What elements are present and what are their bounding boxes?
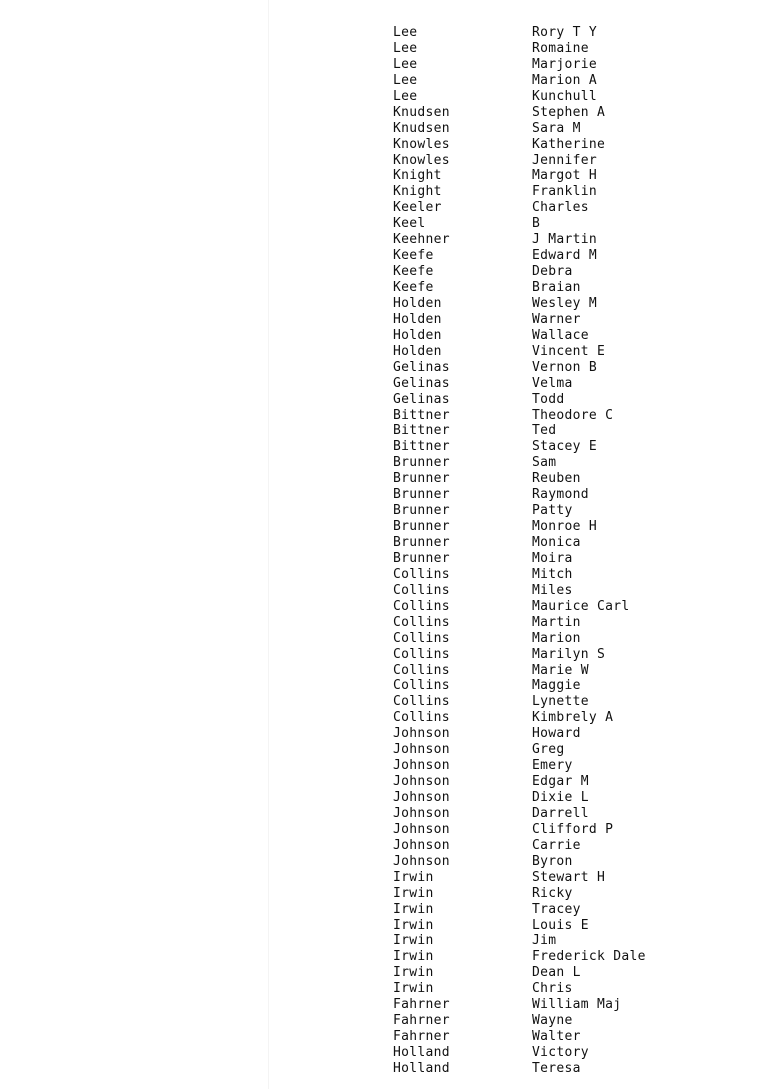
last-name: Irwin [393, 981, 434, 997]
last-name: Fahrner [393, 997, 450, 1013]
list-item [393, 105, 646, 121]
last-name: Bittner [393, 423, 450, 439]
last-name: Keehner [393, 232, 450, 248]
list-item [393, 1061, 646, 1077]
first-name: Carrie [532, 837, 581, 853]
last-name: Holland [393, 1060, 450, 1076]
first-name: Stewart H [532, 869, 606, 885]
first-name: Rory T Y [532, 25, 598, 40]
last-name: Collins [393, 566, 450, 582]
last-name: Brunner [393, 487, 450, 503]
last-name: Johnson [393, 774, 450, 790]
first-name: Mitch [532, 566, 573, 582]
list-item [393, 200, 646, 216]
first-name: Sam [532, 455, 557, 471]
list-item [393, 471, 646, 487]
list-item [393, 519, 646, 535]
first-name: Emery [532, 758, 573, 774]
first-name: Wallace [532, 327, 589, 343]
first-name: Frederick Dale [532, 949, 646, 965]
first-name: Maggie [532, 678, 581, 694]
first-name: Warner [532, 311, 581, 327]
last-name: Brunner [393, 550, 450, 566]
last-name: Collins [393, 694, 450, 710]
last-name: Johnson [393, 821, 450, 837]
list-item [393, 949, 646, 965]
list-item [393, 328, 646, 344]
first-name: Miles [532, 582, 573, 598]
first-name: Jennifer [532, 152, 598, 168]
first-name: Todd [532, 391, 565, 407]
last-name: Collins [393, 678, 450, 694]
last-name: Knowles [393, 136, 450, 152]
list-item [393, 344, 646, 360]
list-item [393, 710, 646, 726]
first-name: Dixie L [532, 790, 589, 805]
last-name: Keeler [393, 200, 442, 216]
list-item [393, 89, 646, 105]
list-item [393, 248, 646, 264]
first-name: Walter [532, 1029, 581, 1045]
first-name: Clifford P [532, 821, 614, 837]
last-name: Knudsen [393, 104, 450, 120]
list-item [393, 1029, 646, 1045]
list-item [393, 25, 646, 41]
last-name: Lee [393, 56, 418, 72]
last-name: Irwin [393, 949, 434, 965]
first-name: Stacey E [532, 439, 598, 455]
first-name: Maurice Carl [532, 598, 630, 614]
last-name: Holden [393, 295, 442, 311]
list-item [393, 933, 646, 949]
name-listing [393, 25, 646, 1077]
first-name: Darrell [532, 805, 589, 821]
list-item [393, 997, 646, 1013]
list-item [393, 965, 646, 981]
list-item [393, 439, 646, 455]
last-name: Lee [393, 72, 418, 88]
first-name: Howard [532, 726, 581, 742]
last-name: Irwin [393, 965, 434, 981]
list-item [393, 615, 646, 631]
list-item [393, 918, 646, 934]
last-name: Johnson [393, 853, 450, 869]
last-name: Collins [393, 710, 450, 726]
list-item [393, 408, 646, 424]
last-name: Collins [393, 630, 450, 646]
list-item [393, 121, 646, 137]
first-name: Martin [532, 614, 581, 630]
first-name: Byron [532, 853, 573, 869]
last-name: Fahrner [393, 1013, 450, 1029]
list-item [393, 663, 646, 679]
last-name: Collins [393, 646, 450, 662]
last-name: Keefe [393, 248, 434, 264]
first-name: Marjorie [532, 56, 598, 72]
first-name: Vincent E [532, 343, 606, 359]
last-name: Irwin [393, 917, 434, 933]
first-name: Marilyn S [532, 646, 606, 662]
last-name: Brunner [393, 535, 450, 550]
last-name: Johnson [393, 805, 450, 821]
list-item [393, 232, 646, 248]
list-item [393, 774, 646, 790]
last-name: Irwin [393, 885, 434, 901]
first-name: J Martin [532, 232, 598, 248]
first-name: Louis E [532, 917, 589, 933]
first-name: Wayne [532, 1013, 573, 1029]
first-name: Jim [532, 933, 557, 949]
list-item [393, 216, 646, 232]
last-name: Brunner [393, 503, 450, 519]
first-name: Edgar M [532, 774, 589, 790]
list-item [393, 790, 646, 806]
last-name: Keefe [393, 280, 434, 295]
first-name: Sara M [532, 120, 581, 136]
list-item [393, 551, 646, 567]
first-name: Edward M [532, 248, 598, 264]
first-name: Margot H [532, 168, 598, 184]
first-name: Theodore C [532, 407, 614, 423]
last-name: Lee [393, 88, 418, 104]
list-item [393, 360, 646, 376]
last-name: Johnson [393, 758, 450, 774]
list-item [393, 280, 646, 296]
list-item [393, 758, 646, 774]
first-name: Braian [532, 280, 581, 295]
last-name: Bittner [393, 439, 450, 455]
first-name: Chris [532, 981, 573, 997]
list-item [393, 57, 646, 73]
last-name: Brunner [393, 519, 450, 535]
list-item [393, 423, 646, 439]
list-item [393, 312, 646, 328]
last-name: Lee [393, 40, 418, 56]
first-name: Raymond [532, 487, 589, 503]
list-item [393, 583, 646, 599]
last-name: Brunner [393, 455, 450, 471]
last-name: Collins [393, 598, 450, 614]
first-name: Marie W [532, 662, 589, 678]
first-name: Greg [532, 742, 565, 758]
list-item [393, 886, 646, 902]
list-item [393, 854, 646, 870]
first-name: William Maj [532, 997, 622, 1013]
first-name: Vernon B [532, 359, 598, 375]
last-name: Holden [393, 311, 442, 327]
first-name: Stephen A [532, 104, 606, 120]
first-name: Tracey [532, 901, 581, 917]
last-name: Johnson [393, 837, 450, 853]
last-name: Johnson [393, 742, 450, 758]
first-name: B [532, 216, 541, 232]
list-item [393, 902, 646, 918]
first-name: Debra [532, 264, 573, 280]
first-name: Monroe H [532, 519, 598, 535]
last-name: Collins [393, 582, 450, 598]
list-item [393, 981, 646, 997]
last-name: Irwin [393, 933, 434, 949]
last-name: Knudsen [393, 120, 450, 136]
first-name: Lynette [532, 694, 589, 710]
first-name: Ted [532, 423, 557, 439]
first-name: Wesley M [532, 295, 598, 311]
last-name: Collins [393, 662, 450, 678]
list-item [393, 73, 646, 89]
first-name: Monica [532, 535, 581, 550]
list-item [393, 838, 646, 854]
last-name: Knight [393, 184, 442, 200]
last-name: Holden [393, 343, 442, 359]
first-name: Dean L [532, 965, 581, 981]
last-name: Keel [393, 216, 426, 232]
list-item [393, 1045, 646, 1061]
list-item [393, 678, 646, 694]
list-item [393, 1013, 646, 1029]
list-item [393, 296, 646, 312]
first-name: Kimbrely A [532, 710, 614, 726]
list-item [393, 376, 646, 392]
first-name: Reuben [532, 471, 581, 487]
first-name: Teresa [532, 1060, 581, 1076]
first-name: Marion A [532, 72, 598, 88]
list-item [393, 822, 646, 838]
list-item [393, 184, 646, 200]
first-name: Franklin [532, 184, 598, 200]
list-item [393, 264, 646, 280]
list-item [393, 599, 646, 615]
first-name: Patty [532, 503, 573, 519]
list-item [393, 631, 646, 647]
last-name: Johnson [393, 790, 450, 805]
last-name: Irwin [393, 869, 434, 885]
list-item [393, 392, 646, 408]
list-item [393, 726, 646, 742]
last-name: Fahrner [393, 1029, 450, 1045]
first-name: Victory [532, 1045, 589, 1060]
list-item [393, 153, 646, 169]
first-name: Moira [532, 550, 573, 566]
last-name: Gelinas [393, 375, 450, 391]
last-name: Brunner [393, 471, 450, 487]
last-name: Knight [393, 168, 442, 184]
list-item [393, 455, 646, 471]
first-name: Katherine [532, 136, 606, 152]
list-item [393, 742, 646, 758]
list-item [393, 137, 646, 153]
last-name: Lee [393, 25, 418, 40]
first-name: Ricky [532, 885, 573, 901]
last-name: Holden [393, 327, 442, 343]
list-item [393, 535, 646, 551]
last-name: Collins [393, 614, 450, 630]
last-name: Keefe [393, 264, 434, 280]
last-name: Gelinas [393, 359, 450, 375]
list-item [393, 694, 646, 710]
list-item [393, 487, 646, 503]
last-name: Johnson [393, 726, 450, 742]
last-name: Bittner [393, 407, 450, 423]
first-name: Marion [532, 630, 581, 646]
last-name: Holland [393, 1045, 450, 1060]
first-name: Kunchull [532, 88, 598, 104]
list-item [393, 41, 646, 57]
last-name: Gelinas [393, 391, 450, 407]
list-item [393, 503, 646, 519]
first-name: Charles [532, 200, 589, 216]
scan-artifact-line [268, 0, 269, 1089]
list-item [393, 806, 646, 822]
list-item [393, 168, 646, 184]
first-name: Romaine [532, 40, 589, 56]
last-name: Knowles [393, 152, 450, 168]
last-name: Irwin [393, 901, 434, 917]
list-item [393, 647, 646, 663]
first-name: Velma [532, 375, 573, 391]
list-item [393, 567, 646, 583]
list-item [393, 870, 646, 886]
